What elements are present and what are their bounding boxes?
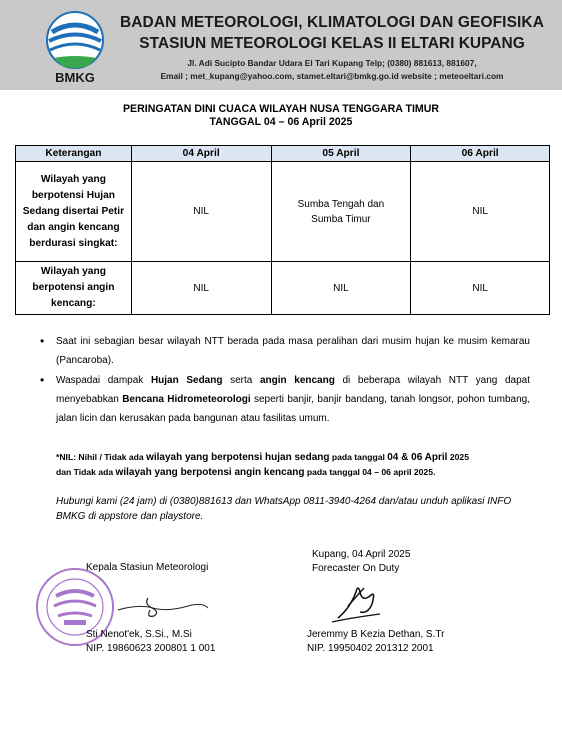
row-label: Wilayah yang berpotensi angin kencang: [16, 262, 132, 315]
note-text: wilayah yang berpotensi hujan sedang [146, 452, 330, 463]
note-text: 04 & 06 April [387, 452, 448, 463]
header-keterangan: Keterangan [16, 146, 132, 162]
title-line-2: TANGGAL 04 – 06 April 2025 [209, 116, 353, 128]
title-line-1: PERINGATAN DINI CUACA WILAYAH NUSA TENGGARA TIMUR [122, 103, 440, 115]
bullet-text: seperti banjir, banjir bandang, tanah longsor, pohon tumbang, jalan licin dan kerusakan pada bangunan atau fasilitas umum. [56, 394, 530, 424]
note-text: *NIL: Nihil / Tidak ada [56, 452, 147, 462]
station-name: STASIUN METEOROLOGI KELAS II ELTARI KUPANG [139, 35, 525, 52]
bmkg-logo-icon [44, 10, 106, 84]
list-item [40, 332, 530, 370]
organization-block [112, 14, 552, 81]
note-text: pada tanggal [329, 452, 388, 462]
signature-right-icon [330, 578, 385, 626]
contact-line: Email ; met_kupang@yahoo.com, stamet.eltari@bmkg.go.id website ; meteoeltari.com [160, 71, 504, 81]
header-day-2: 05 April [271, 146, 411, 162]
table-row [16, 162, 550, 262]
note-text: wilayah yang berpotensi angin kencang [115, 467, 305, 478]
signature-left-icon [108, 584, 228, 624]
bullet-text: di beberapa wilayah NTT yang dapat menyebabkan [56, 375, 530, 405]
bullet-emphasis: angin kencang [259, 375, 335, 386]
bullet-text: Waspadai dampak [56, 375, 151, 386]
left-signatory-role: Kepala Stasiun Meteorologi [86, 562, 209, 573]
note-text: pada tanggal 04 – 06 april 2025. [304, 467, 436, 477]
right-signatory-name: Jeremmy B Kezia Dethan, S.Tr [307, 629, 445, 640]
org-name: BADAN METEOROLOGI, KLIMATOLOGI DAN GEOFISIKA [119, 14, 545, 31]
address-line: Jl. Adi Sucipto Bandar Udara El Tari Kupang Telp; (0380) 881613, 881607, [187, 58, 477, 68]
table-cell: NIL [411, 162, 550, 262]
note-text: dan Tidak ada [56, 467, 116, 477]
table-row [16, 262, 550, 315]
table-cell: NIL [131, 162, 271, 262]
list-item [40, 371, 530, 428]
left-signatory-name: Sti Nenot'ek, S.Si., M.Si [86, 629, 192, 640]
header-day-3: 06 April [411, 146, 550, 162]
bullet-emphasis: Bencana Hidrometeorologi [122, 394, 251, 405]
warning-table [15, 145, 550, 315]
nil-note [56, 450, 536, 480]
bullet-emphasis: Hujan Sedang [150, 375, 223, 386]
table-cell: NIL [271, 262, 411, 315]
row-label: Wilayah yang berpotensi Hujan Sedang disertai Petir dan angin kencang berdurasi singkat: [16, 162, 132, 262]
left-signatory-nip: NIP. 19860623 200801 1 001 [86, 643, 216, 654]
bullet-text: serta [222, 375, 260, 386]
bullet-text: Saat ini sebagian besar wilayah NTT berada pada masa peralihan dari musim hujan ke musim kemarau (Pancaroba). [56, 336, 530, 366]
table-cell: NIL [131, 262, 271, 315]
logo-text: BMKG [55, 70, 95, 84]
right-signatory-block [312, 548, 410, 576]
right-signatory-nip: NIP. 19950402 201312 2001 [307, 643, 434, 654]
table-cell: NIL [411, 262, 550, 315]
place-date: Kupang, 04 April 2025 [312, 549, 411, 560]
note-text: 2025 [447, 452, 469, 462]
left-signatory [86, 628, 215, 656]
document-title [0, 103, 562, 129]
letterhead [0, 0, 562, 90]
table-cell: Sumba Tengah dan Sumba Timur [271, 162, 411, 262]
right-signatory-role: Forecaster On Duty [312, 563, 400, 574]
table-header-row [16, 146, 550, 162]
contact-info: Hubungi kami (24 jam) di (0380)881613 dan WhatsApp 0811-3940-4264 dan/atau unduh aplikasi INFO BMKG di appstore dan playstore. [56, 496, 512, 522]
right-signatory [307, 628, 444, 656]
header-day-1: 04 April [131, 146, 271, 162]
advisory-list [40, 332, 530, 429]
